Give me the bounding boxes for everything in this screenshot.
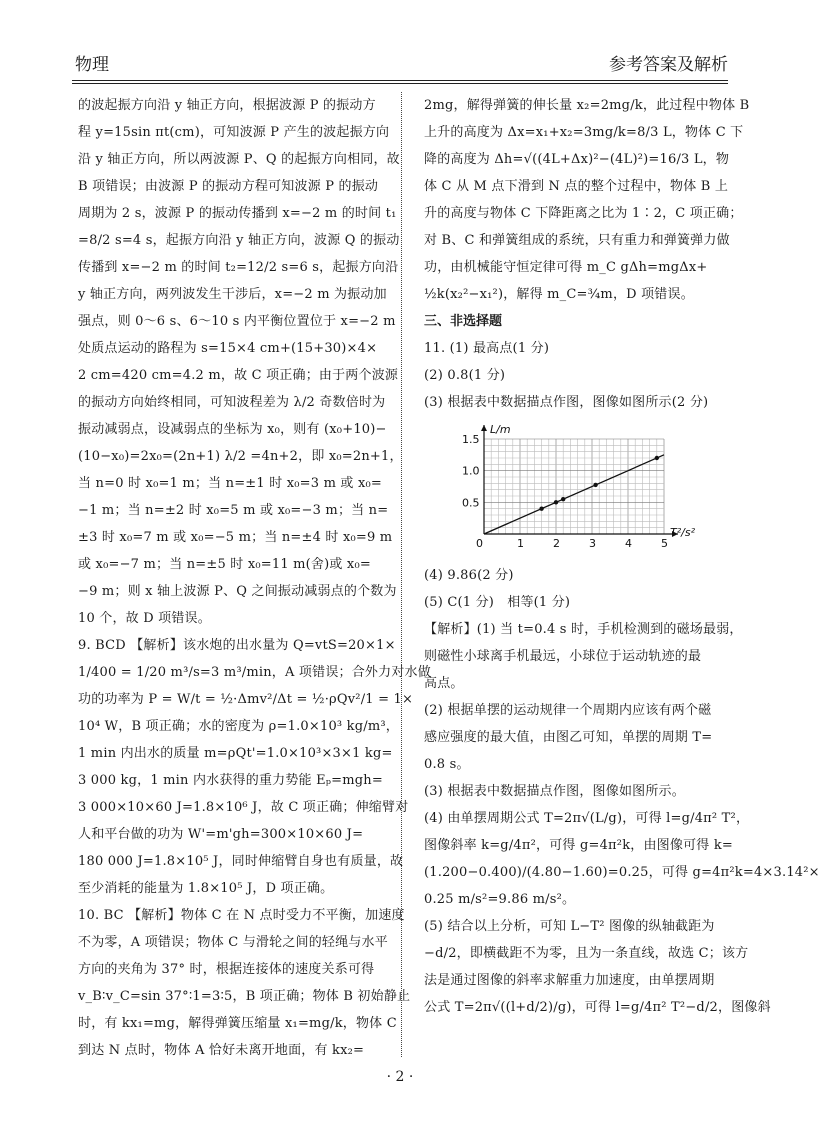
text-line: 感应强度的最大值，由图乙可知，单摆的周期 T=: [424, 730, 713, 745]
text-line: 沿 y 轴正方向，所以两波源 P、Q 的起振方向相同，故: [78, 152, 400, 167]
text-line: 10⁴ W，B 项正确；水的密度为 ρ=1.0×10³ kg/m³，: [78, 719, 399, 734]
data-point: [539, 506, 543, 510]
chart-svg: [454, 423, 695, 554]
section-title: 三、非选择题: [424, 314, 503, 329]
text-line: 图像斜率 k=g/4π²，可得 g=4π²k，由图像可得 k=: [424, 838, 733, 853]
y-axis-label: L/m: [490, 423, 511, 436]
text-line: 升的高度与物体 C 下降距离之比为 1∶2，C 项正确；: [424, 206, 743, 221]
text-line: (4) 9.86(2 分): [424, 568, 514, 583]
y-tick-label: 1.0: [462, 464, 480, 478]
text-line: 周期为 2 s，波源 P 的振动传播到 x=−2 m 的时间 t₁: [78, 206, 397, 221]
answer-line: (3) 根据表中数据描点作图，图像如图所示(2 分): [424, 395, 709, 410]
text-line: 强点，则 0～6 s、6～10 s 内平衡位置位于 x=−2 m: [78, 314, 396, 329]
x-tick-label: 2: [553, 537, 560, 550]
text-line: 功，由机械能守恒定律可得 m_C gΔh=mgΔx+: [424, 260, 708, 275]
text-line: y 轴正方向，两列波发生干涉后，x=−2 m 为振动加: [78, 287, 387, 302]
text-line: 则磁性小球离手机最远，小球位于运动轨迹的最: [424, 649, 702, 664]
text-line: 2mg，解得弹簧的伸长量 x₂=2mg/k，此过程中物体 B: [424, 98, 750, 113]
text-line: (1.200−0.400)/(4.80−1.60)=0.25，可得 g=4π²k=4×3.14²×: [424, 865, 820, 880]
text-line: ±3 时 x₀=7 m 或 x₀=−5 m；当 n=±4 时 x₀=9 m: [78, 530, 393, 545]
text-line: 程 y=15sin πt(cm)，可知波源 P 产生的波起振方向: [78, 125, 390, 140]
data-point: [561, 497, 565, 501]
text-line: 0.25 m/s²=9.86 m/s²。: [424, 892, 576, 907]
right-text-block-bottom: [424, 562, 820, 1021]
left-text-block: [78, 92, 431, 1064]
text-line: −d/2，即横截距不为零，且为一条直线，故选 C；该方: [424, 946, 749, 961]
y-tick-label: 0.5: [462, 496, 480, 510]
header-rule: [72, 80, 728, 81]
x-tick-label: 0: [476, 537, 483, 550]
text-line: 3 000×10×60 J=1.8×10⁶ J，故 C 项正确；伸缩臂对: [78, 800, 409, 815]
text-line: (5) C(1 分) 相等(1 分): [424, 595, 571, 610]
text-line: 的波起振方向沿 y 轴正方向，根据波源 P 的振动方: [78, 98, 376, 113]
text-line: (4) 由单摆周期公式 T=2π√(L/g)，可得 l=g/4π² T²，: [424, 811, 750, 826]
text-line: 【解析】(1) 当 t=0.4 s 时，手机检测到的磁场最弱，: [424, 622, 743, 637]
header-rule-secondary: [72, 83, 728, 84]
text-line: 10 个，故 D 项错误。: [78, 611, 211, 626]
text-line: 3 000 kg，1 min 内水获得的重力势能 Eₚ=mgh=: [78, 773, 383, 788]
answer-line: 11. (1) 最高点(1 分): [424, 341, 550, 356]
text-line: 公式 T=2π√((l+d/2)/g)，可得 l=g/4π² T²−d/2，图像斜: [424, 1000, 771, 1015]
text-line: ½k(x₂²−x₁²)，解得 m_C=¾m，D 项错误。: [424, 287, 694, 302]
data-point: [655, 456, 659, 460]
text-line: (3) 根据表中数据描点作图，图像如图所示。: [424, 784, 685, 799]
text-line: 或 x₀=−7 m；当 n=±5 时 x₀=11 m(舍)或 x₀=: [78, 557, 371, 572]
x-tick-label: 3: [589, 537, 596, 550]
text-line: 上升的高度为 Δx=x₁+x₂=3mg/k=8/3 L，物体 C 下: [424, 125, 744, 140]
text-line: 0.8 s。: [424, 757, 470, 772]
text-line: 1 min 内出水的质量 m=ρQt'=1.0×10³×3×1 kg=: [78, 746, 393, 761]
text-line: 体 C 从 M 点下滑到 N 点的整个过程中，物体 B 上: [424, 179, 729, 194]
text-line: 高点。: [424, 676, 464, 691]
text-line: 振动减弱点，设减弱点的坐标为 x₀，则有 (x₀+10)−: [78, 422, 387, 437]
text-line: 180 000 J=1.8×10⁵ J，同时伸缩臂自身也有质量，故: [78, 854, 404, 869]
x-tick-label: 1: [517, 537, 524, 550]
text-line: =8/2 s=4 s，起振方向沿 y 轴正方向，波源 Q 的振动: [78, 233, 400, 248]
left-column: [78, 92, 431, 1064]
text-line: 到达 N 点时，物体 A 恰好未离开地面，有 kx₂=: [78, 1043, 365, 1058]
text-line: −1 m；当 n=±2 时 x₀=5 m 或 x₀=−3 m；当 n=: [78, 503, 389, 518]
x-tick-label: 5: [661, 537, 668, 550]
text-line: 1/400 = 1/20 m³/s=3 m³/min，A 项错误；合外力对水做: [78, 665, 431, 680]
y-tick-label: 1.5: [462, 433, 480, 446]
x-axis-label: T²/s²: [670, 526, 695, 539]
text-line: 至少消耗的能量为 1.8×10⁵ J，D 项正确。: [78, 881, 334, 896]
text-line: B 项错误；由波源 P 的振动方程可知波源 P 的振动: [78, 179, 379, 194]
text-line: 10. BC 【解析】物体 C 在 N 点时受力不平衡，加速度: [78, 908, 405, 923]
header-title: 参考答案及解析: [609, 55, 728, 75]
right-column: [424, 92, 820, 1021]
text-line: 法是通过图像的斜率求解重力加速度，由单摆周期: [424, 973, 715, 988]
text-line: (10−x₀)=2x₀=(2n+1) λ/2 =4n+2，即 x₀=2n+1，: [78, 449, 403, 464]
text-line: 对 B、C 和弹簧组成的系统，只有重力和弹簧弹力做: [424, 233, 730, 248]
data-point: [554, 500, 558, 504]
fit-line: [484, 455, 664, 534]
text-line: (2) 根据单摆的运动规律一个周期内应该有两个磁: [424, 703, 712, 718]
text-line: (5) 结合以上分析，可知 L−T² 图像的纵轴截距为: [424, 919, 715, 934]
text-line: 2 cm=420 cm=4.2 m，故 C 项正确；由于两个波源: [78, 368, 399, 383]
data-point: [593, 483, 597, 487]
column-divider: [401, 92, 402, 1057]
text-line: 不为零，A 项错误；物体 C 与滑轮之间的轻绳与水平: [78, 935, 388, 950]
text-line: 时，有 kx₁=mg，解得弹簧压缩量 x₁=mg/k，物体 C: [78, 1016, 397, 1031]
text-line: 传播到 x=−2 m 的时间 t₂=12/2 s=6 s，起振方向沿: [78, 260, 399, 275]
y-axis-arrow: [481, 425, 487, 431]
text-line: 9. BCD 【解析】该水炮的出水量为 Q=vtS=20×1×: [78, 638, 396, 653]
text-line: 当 n=0 时 x₀=1 m；当 n=±1 时 x₀=3 m 或 x₀=: [78, 476, 382, 491]
text-line: v_B∶v_C=sin 37°∶1=3∶5，B 项正确；物体 B 初始静止: [78, 989, 411, 1004]
text-line: 降的高度为 Δh=√((4L+Δx)²−(4L)²)=16/3 L，物: [424, 152, 730, 167]
page-number: · 2 ·: [386, 1069, 414, 1085]
l-t2-chart: [454, 423, 695, 554]
text-line: −9 m；则 x 轴上波源 P、Q 之间振动减弱点的个数为: [78, 584, 397, 599]
header-subject: 物理: [75, 55, 109, 75]
answer-line: (2) 0.8(1 分): [424, 368, 506, 383]
text-line: 的振动方向始终相同，可知波程差为 λ/2 奇数倍时为: [78, 395, 386, 410]
question-11-answers: [424, 335, 742, 416]
text-line: 处质点运动的路程为 s=15×4 cm+(15+30)×4×: [78, 341, 378, 356]
text-line: 人和平台做的功为 W'=m'gh=300×10×60 J=: [78, 827, 364, 842]
text-line: 功的功率为 P = W/t = ½·Δmv²/Δt = ½·ρQv²/1 = 1×: [78, 692, 414, 707]
right-text-block-top: [424, 92, 750, 308]
x-tick-label: 4: [625, 537, 632, 550]
text-line: 方向的夹角为 37° 时，根据连接体的速度关系可得: [78, 962, 375, 977]
